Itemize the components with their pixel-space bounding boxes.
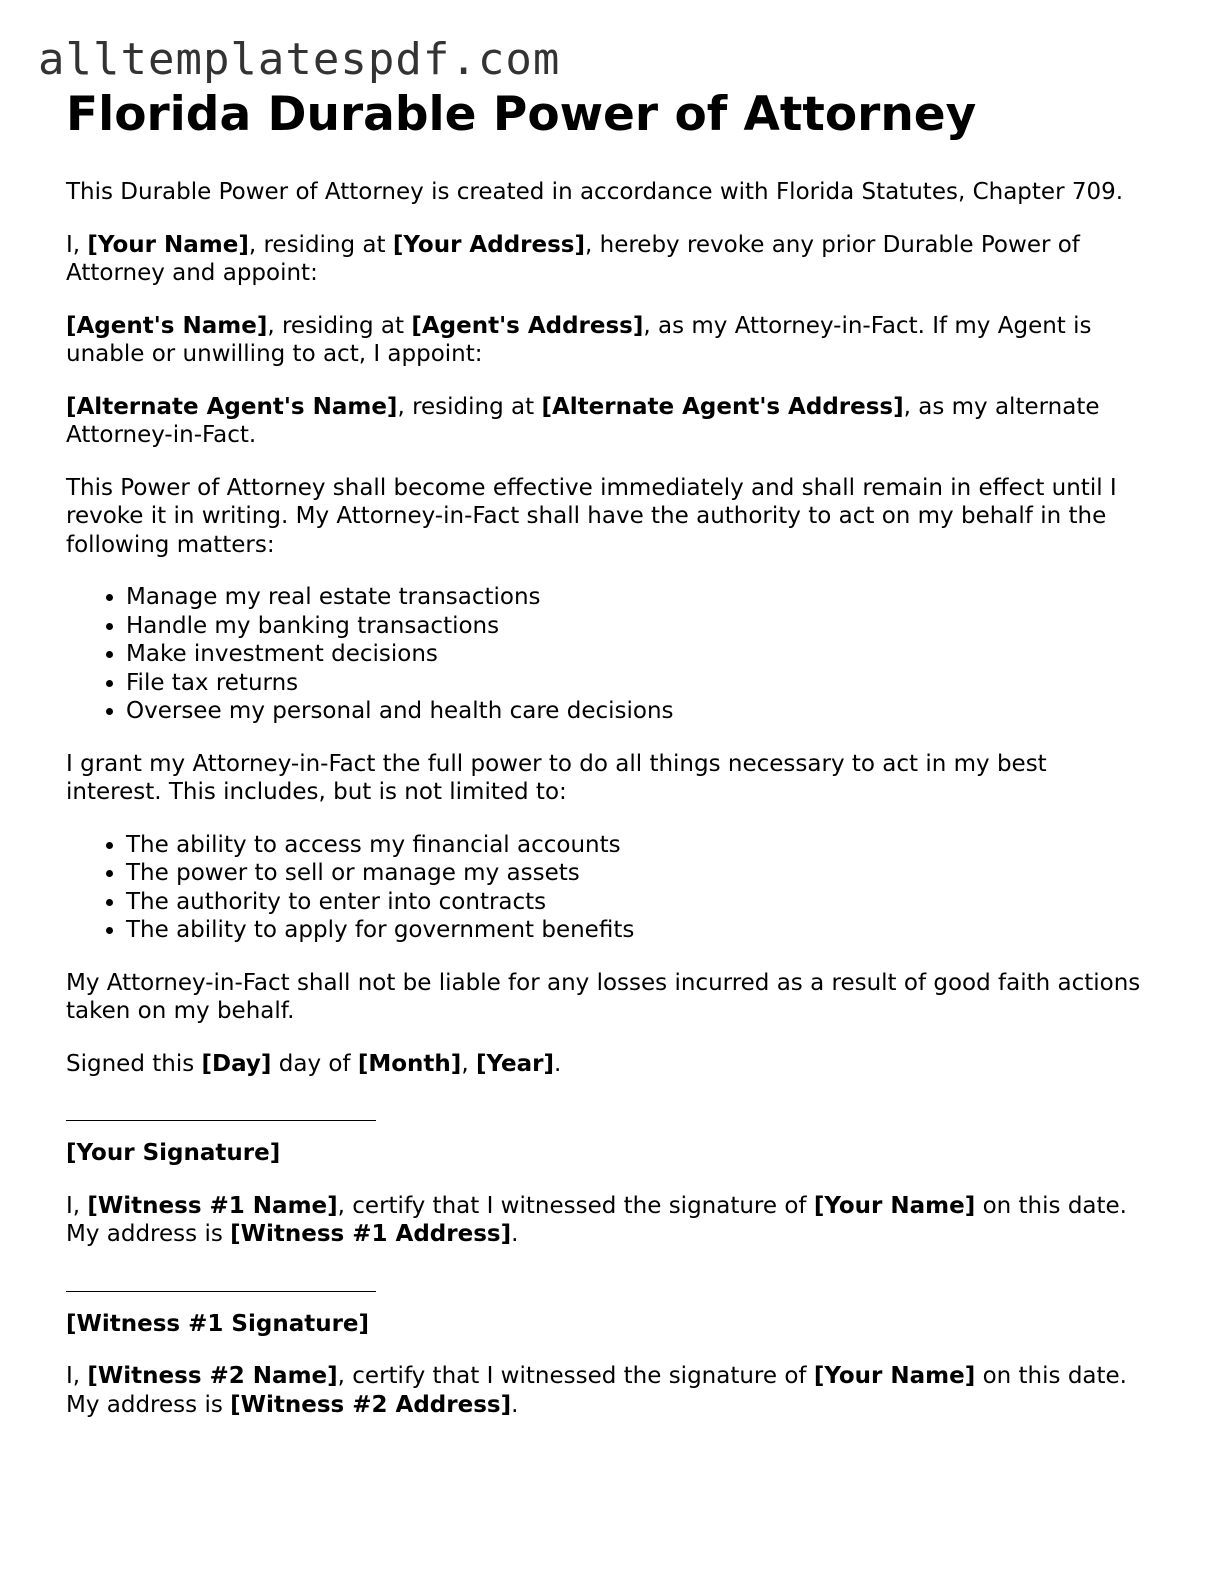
agent-address-field: [Agent's Address] bbox=[411, 312, 644, 339]
year-field: [Year] bbox=[475, 1050, 554, 1077]
list-item: • Manage my real estate transactions bbox=[126, 583, 1146, 612]
witness1-address-field: [Witness #1 Address] bbox=[230, 1221, 512, 1247]
page-title: Florida Durable Power of Attorney bbox=[66, 87, 977, 142]
principal-name-field: [Your Name] bbox=[87, 231, 249, 258]
witness2-principal-field: [Your Name] bbox=[813, 1363, 976, 1389]
witness1-signature-line bbox=[66, 1273, 376, 1292]
liability-paragraph: My Attorney-in-Fact shall not be liable for any losses incurred as a result of good faith actions taken on my behalf. bbox=[66, 969, 1141, 1024]
witness1-name-field: [Witness #1 Name] bbox=[87, 1192, 338, 1219]
agent-name-field: [Agent's Name] bbox=[66, 312, 268, 339]
list-item: • File tax returns bbox=[126, 669, 1146, 698]
day-field: [Day] bbox=[201, 1050, 272, 1077]
watermark: alltemplatespdf.com bbox=[38, 34, 561, 85]
principal-address-field: [Your Address] bbox=[392, 231, 585, 258]
agent-paragraph: [Agent's Name], residing at [Agent's Address], as my Attorney-in-Fact. If my Agent is unable or unwilling to act, I appoint: bbox=[66, 312, 1092, 367]
your-signature-line bbox=[66, 1102, 376, 1121]
matters-list bbox=[66, 583, 1146, 726]
alternate-agent-address-field: [Alternate Agent's Address] bbox=[541, 393, 904, 420]
witness2-name-field: [Witness #2 Name] bbox=[87, 1363, 338, 1389]
list-item: • The ability to access my financial accounts bbox=[126, 831, 1146, 860]
month-field: [Month] bbox=[357, 1050, 462, 1077]
grant-paragraph: I grant my Attorney-in-Fact the full power to do all things necessary to act in my best interest. This includes, but is not limited to: bbox=[66, 750, 1047, 805]
list-item: • The power to sell or manage my assets bbox=[126, 859, 1146, 888]
alternate-agent-name-field: [Alternate Agent's Name] bbox=[66, 393, 398, 420]
witness2-address-field: [Witness #2 Address] bbox=[230, 1391, 512, 1418]
principal-paragraph: I, [Your Name], residing at [Your Address], hereby revoke any prior Durable Power of Attorney and appoint: bbox=[66, 231, 1080, 286]
powers-list bbox=[66, 831, 1146, 945]
effective-paragraph: This Power of Attorney shall become effective immediately and shall remain in effect until I revoke it in writing. My Attorney-in-Fact shall have the authority to act on my behalf in the following matters: bbox=[66, 474, 1117, 558]
list-item: • Oversee my personal and health care decisions bbox=[126, 697, 1146, 726]
list-item: • The authority to enter into contracts bbox=[126, 888, 1146, 917]
your-signature-label: [Your Signature] bbox=[66, 1140, 281, 1166]
alternate-agent-paragraph: [Alternate Agent's Name], residing at [Alternate Agent's Address], as my alternate Attorney-in-Fact. bbox=[66, 393, 1100, 448]
intro-paragraph: This Durable Power of Attorney is created in accordance with Florida Statutes, Chapter 709. bbox=[66, 179, 1124, 205]
document-page bbox=[66, 86, 1146, 1443]
list-item: • The ability to apply for government benefits bbox=[126, 916, 1146, 945]
list-item: • Make investment decisions bbox=[126, 640, 1146, 669]
list-item: • Handle my banking transactions bbox=[126, 612, 1146, 641]
witness2-paragraph: I, [Witness #2 Name], certify that I witnessed the signature of [Your Name] on this date. My address is [Witness #2 Address]. bbox=[66, 1363, 1127, 1418]
witness1-signature-label: [Witness #1 Signature] bbox=[66, 1310, 370, 1337]
signed-date-paragraph: Signed this [Day] day of [Month], [Year]. bbox=[66, 1050, 562, 1077]
witness1-principal-field: [Your Name] bbox=[813, 1192, 976, 1219]
witness1-paragraph: I, [Witness #1 Name], certify that I witnessed the signature of [Your Name] on this date. My address is [Witness #1 Address]. bbox=[66, 1192, 1127, 1247]
